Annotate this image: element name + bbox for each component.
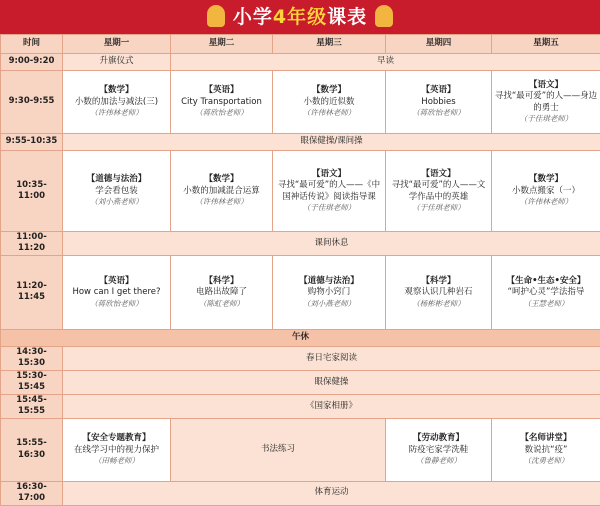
time-cell: 15:30-15:45: [1, 370, 63, 394]
col-header-wed: 星期三: [273, 35, 386, 54]
table-row: [1, 370, 600, 394]
lesson-title: 小数的近似数: [275, 97, 383, 108]
calligraphy-cell: 书法练习: [171, 418, 386, 481]
time-cell: 15:55-16:30: [1, 418, 63, 481]
table-row: [1, 329, 600, 346]
table-row: [1, 151, 600, 232]
title-banner: [0, 0, 600, 34]
subject-label: 【名师讲堂】: [494, 433, 598, 444]
class-cell: [386, 255, 492, 329]
time-cell: 10:35-11:00: [1, 151, 63, 232]
table-row: [1, 346, 600, 370]
teacher-name: （田畅老师）: [65, 456, 168, 466]
header-row: [1, 35, 600, 54]
col-header-tue: 星期二: [171, 35, 273, 54]
subject-label: 【语文】: [388, 169, 489, 180]
lesson-title: 防疫宅家学洗鞋: [388, 445, 489, 456]
col-header-mon: 星期一: [63, 35, 171, 54]
teacher-name: （鲁静老师）: [388, 456, 489, 466]
table-row: [1, 394, 600, 418]
teacher-name: （蒋欣怡老师）: [65, 299, 168, 309]
subject-label: 【道德与法治】: [275, 276, 383, 287]
teacher-name: （刘小燕老师）: [65, 197, 168, 207]
title-prefix: 小学: [233, 6, 273, 28]
table-row: [1, 71, 600, 134]
teacher-name: （蒋欣怡老师）: [173, 108, 270, 118]
subject-label: 【数学】: [65, 85, 168, 96]
lesson-title: 购物小窍门: [275, 287, 383, 298]
title-grade: 4年级: [273, 6, 327, 28]
lesson-title: City Transportation: [173, 97, 270, 108]
recess-cell: 课间休息: [63, 232, 600, 256]
time-cell: 16:30-17:00: [1, 481, 63, 505]
lesson-title: How can I get there?: [65, 287, 168, 298]
class-cell: [273, 151, 386, 232]
teacher-name: （许伟林老师）: [275, 108, 383, 118]
teacher-name: （陈虹老师）: [173, 299, 270, 309]
teacher-name: （沈勇老师）: [494, 456, 598, 466]
class-cell: [171, 151, 273, 232]
time-cell: 11:20-11:45: [1, 255, 63, 329]
eye-exercise-cell: 眼保健操: [63, 370, 600, 394]
morning-reading-cell: 早读: [171, 54, 600, 71]
class-cell: [171, 71, 273, 134]
table-row: [1, 255, 600, 329]
table-row: [1, 481, 600, 505]
subject-label: 【科学】: [173, 276, 270, 287]
time-cell: 9:00-9:20: [1, 54, 63, 71]
subject-label: 【数学】: [494, 174, 598, 185]
subject-label: 【英语】: [173, 85, 270, 96]
class-cell: [492, 418, 600, 481]
teacher-name: （王慧老师）: [494, 299, 598, 309]
subject-label: 【语文】: [275, 169, 383, 180]
col-header-time: 时间: [1, 35, 63, 54]
lesson-title: 观察认识几种岩石: [388, 287, 489, 298]
teacher-name: （许伟林老师）: [173, 197, 270, 207]
lesson-title: 寻找“最可爱”的人——《中国神话传说》阅读指导课: [275, 180, 383, 203]
teacher-name: （于佳琪老师）: [275, 203, 383, 213]
sports-cell: 体育运动: [63, 481, 600, 505]
class-cell: [492, 71, 600, 134]
class-cell: [386, 71, 492, 134]
teacher-name: （蒋欣怡老师）: [388, 108, 489, 118]
teacher-name: （于佳琪老师）: [494, 114, 598, 124]
title-suffix: 课表: [327, 6, 367, 28]
table-row: [1, 134, 600, 151]
time-cell: 11:00-11:20: [1, 232, 63, 256]
class-cell: [386, 418, 492, 481]
table-row: [1, 418, 600, 481]
lion-mascot-icon: [375, 5, 393, 27]
national-album-cell: 《国家相册》: [63, 394, 600, 418]
table-row: [1, 232, 600, 256]
page-title: [0, 0, 600, 34]
subject-label: 【英语】: [388, 85, 489, 96]
table-row: [1, 54, 600, 71]
subject-label: 【科学】: [388, 276, 489, 287]
subject-label: 【数学】: [275, 85, 383, 96]
subject-label: 【数学】: [173, 174, 270, 185]
class-cell: [386, 151, 492, 232]
class-cell: [63, 418, 171, 481]
lesson-title: “呵护心灵”学法指导: [494, 287, 598, 298]
time-cell: 9:30-9:55: [1, 71, 63, 134]
class-cell: [273, 71, 386, 134]
teacher-name: （刘小燕老师）: [275, 299, 383, 309]
class-cell: [492, 151, 600, 232]
time-cell: 15:45-15:55: [1, 394, 63, 418]
teacher-name: （杨彬彬老师）: [388, 299, 489, 309]
class-cell: [273, 255, 386, 329]
lunch-break-cell: 午休: [1, 329, 600, 346]
col-header-thu: 星期四: [386, 35, 492, 54]
time-cell: 9:55-10:35: [1, 134, 63, 151]
flag-ceremony-cell: 升旗仪式: [63, 54, 171, 71]
subject-label: 【生命•生态•安全】: [494, 276, 598, 287]
teacher-name: （许伟林老师）: [65, 108, 168, 118]
lesson-title: 学会看包装: [65, 186, 168, 197]
schedule-table: [0, 34, 600, 506]
lesson-title: 寻找“最可爱”的人——身边的勇士: [494, 91, 598, 114]
lesson-title: 小数的加法与减法(三): [65, 97, 168, 108]
subject-label: 【语文】: [494, 80, 598, 91]
class-cell: [492, 255, 600, 329]
subject-label: 【劳动教育】: [388, 433, 489, 444]
lesson-title: 数说抗“疫”: [494, 445, 598, 456]
lesson-title: Hobbies: [388, 97, 489, 108]
class-cell: [63, 151, 171, 232]
reading-cell: 春日宅家阅读: [63, 346, 600, 370]
lesson-title: 电路出故障了: [173, 287, 270, 298]
lesson-title: 在线学习中的视力保护: [65, 445, 168, 456]
class-cell: [171, 255, 273, 329]
lesson-title: 小数点搬家（一）: [494, 186, 598, 197]
teacher-name: （许伟林老师）: [494, 197, 598, 207]
class-cell: [63, 255, 171, 329]
lesson-title: 寻找“最可爱”的人——文学作品中的英雄: [388, 180, 489, 203]
lesson-title: 小数的加减混合运算: [173, 186, 270, 197]
subject-label: 【道德与法治】: [65, 174, 168, 185]
class-cell: [63, 71, 171, 134]
eye-exercise-break-cell: 眼保健操/课间操: [63, 134, 600, 151]
col-header-fri: 星期五: [492, 35, 600, 54]
time-cell: 14:30-15:30: [1, 346, 63, 370]
subject-label: 【安全专题教育】: [65, 433, 168, 444]
teacher-name: （于佳琪老师）: [388, 203, 489, 213]
subject-label: 【英语】: [65, 276, 168, 287]
